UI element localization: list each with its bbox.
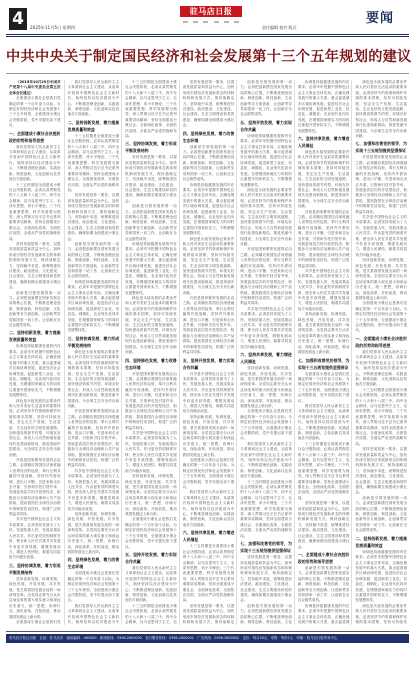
section-title: 要闻 [365, 11, 394, 26]
section-heading: 四、坚持绿色发展，着力改善生态环境 [125, 357, 177, 370]
body-paragraph: 创新是引领发展的第一动力。必须把创新摆在国家发展全局的核心位置，不断推进理论创新、制度创新、科技创新、文化创新等各方面创新，让创新贯穿党和国家一切工作，让创新在全社会蔚然成风。 [67, 241, 120, 279]
body-paragraph: 十三五时期是全面建成小康社会决胜阶段，必须认真贯彻党的十八大和十八届三中、四中全会精神，以马克思列宁主义、毛泽东思想、邓小平理论、三个代表重要思想、科学发展观为指导，深入贯彻习近平总书记系列重要讲话精神，坚持全面建成小康社会、全面深化改革、全面依法治国、全面从严治党的战略布局。 [297, 441, 350, 500]
body-paragraph: 我们党领导人民从新民主主义革命到社会主义建设，从改革开放到中国特色社会主义新时代，始终坚持以经济建设为中心，不断推进理论创新、实践创新、制度创新、文化创新以及其他各方面创新。 [9, 144, 61, 182]
section-heading: 四、坚持绿色发展，着力改善生态环境 [182, 130, 235, 143]
body-paragraph: 绿色是永续发展的必要条件和人民对美好生活追求的重要体现。必须坚持节约资源和保护环境的基本国策，坚持可持续发展，坚定走生产发展、生活富裕、生态良好的文明发展道路，加快建设资源节约型、环境友好型社会，形成人与自然和谐发展现代化建设新格局，推进美丽中国建设，为全球生态安全作出新贡献。 [67, 349, 120, 408]
page-footer: 驻马店日报社出版 社址：驻马店市 邮政编码：463000 新闻热线：0396-2600000 发行服务热线：0396-2600001 广告热线：0396-2600002 定价：每月30元 零售：每份1元 印刷：驻马店日报印务中心 [6, 634, 409, 643]
body-paragraph: 坚持创新发展、协调发展、绿色发展、开放发展、共享发展，是关系我国发展全局的一场深刻变革。全党同志要充分认识这场变革的重大现实意义和深远历史意义，统一思想，协调行动，深化改革，开拓前进，推动我国发展迈上新台阶。 [355, 258, 407, 301]
body-paragraph: 共享是中国特色社会主义的本质要求。必须坚持发展为了人民、发展依靠人民、发展成果由人民共享，作出更有效的制度安排，使全体人民在共建共享发展中有更多获得感，增强发展动力，增进人民团结，朝着共同富裕方向稳步前进。 [182, 371, 235, 414]
column-text [298, 80, 350, 625]
body-paragraph: 创新是引领发展的第一动力。必须把创新摆在国家发展全局的核心位置，不断推进理论创新、制度创新、科技创新、文化创新等各方面创新，让创新贯穿党和国家一切工作，让创新在全社会蔚然成风。 [297, 565, 350, 603]
body-paragraph: 坚持发展是第一要务，以提高发展质量和效益为中心，加快形成引领经济发展新常态的体制机制和发展方式，保持战略定力，坚持稳中求进，统筹推进经济建设、政治建设、文化建设、社会建设、生态文明建设和党的建设，确保如期全面建成小康社会。 [297, 501, 350, 549]
section-heading: 五、坚持开放发展，着力实现合作共赢 [125, 551, 177, 564]
column-text [355, 80, 407, 625]
column-text [183, 80, 235, 625]
header-divider [6, 34, 409, 35]
body-paragraph: 我们党领导人民从新民主主义革命到社会主义建设，从改革开放到中国特色社会主义新时代，始终坚持以经济建设为中心，不断推进理论创新、实践创新、制度创新、文化创新以及其他各方面创新。 [125, 565, 177, 603]
body-paragraph: 十三五时期是全面建成小康社会决胜阶段，必须认真贯彻党的十八大和十八届三中、四中全会精神，以马克思列宁主义、毛 [125, 603, 177, 624]
body-paragraph: 创新是引领发展的第一动力。必须把创新摆在国家发展全局的核心位置，不断推进理论创新、制度创新、科技创新、文化创新等各方面创新，让创新贯穿党和国家一切工作，让创新在全社会蔚然成风。 [182, 144, 235, 182]
body-paragraph: 全面建成小康社会是我们党确定的第一个百年奋斗目标。为制定好国民经济和社会发展第十三个五年规划，全面建成小康社会决胜阶段，党中央提出如下建议。 [125, 517, 177, 549]
page-number: 4 [9, 8, 27, 30]
section-heading: 二、坚持创新发展，着力提高发展质量和效益 [67, 119, 120, 132]
text-column [294, 80, 353, 625]
section-heading: 七、加强和改善党的领导，为实现十三五规划提供坚强保证 [355, 141, 407, 154]
section-heading: 六、坚持共享发展，着力增进人民福祉 [240, 352, 292, 365]
text-column [351, 80, 410, 625]
body-paragraph: 全面建成小康社会是我们党确定的第一个百年奋斗目标。为制定好国民经济和社会发展第十三个五年规划，全面建成小康社会决胜阶段，党中央提出如下建议。 [240, 409, 292, 441]
body-paragraph: 协调是持续健康发展的内在要求。必须牢牢把握中国特色社会主义事业总体布局，正确处理发展中的重大关系，重点促进城乡区域协调发展，促进经济社会协调发展，促进新型工业化、信息化、城镇化、农业现代化同步发展，在增强国家硬实力的同时注重提升国家软实力，不断增强发展整体性。 [297, 80, 350, 133]
body-paragraph: 坚持发展是第一要务，以提高发展质量和效益为中心，加快形成引领经济发展新常态的体制机制和发展方式，保持战略定 [182, 603, 235, 624]
body-paragraph: 坚持创新发展、协调发展、绿色发展、开放发展、共享发展，是关系我国发展全局的一场深刻变革。全党同志要充分认识这场变革的重大现实意义和深远历史意义，统一思想，协调行动，深化改革，开拓前进，推动我国发展迈上新台阶。 [240, 366, 292, 408]
body-paragraph: 坚持创新发展、协调发展、绿色发展、开放发展、共享发展，是关系我国发展全局的一场深刻变革。全党同志要充分认识这场变革的重大现实意义和深远历史意义，统一思想，协调行动，深化改革，开拓前进，推动我国发展迈上新台阶。 [67, 512, 120, 554]
column-text [125, 80, 177, 625]
body-paragraph: 坚持发展是第一要务，以提高发展质量和效益为中心，加快形成引领经济发展新常态的体制机制和发展方式，保持战略定力，坚持稳中求进，统筹推进经济建设、政治建设、文化建设、社会建设、生态文明建设和党的建设，确保如期全面建成小康社会。 [355, 447, 407, 495]
body-paragraph: 十三五时期是全面建成小康社会决胜阶段，必须认真贯彻党的十八大和十八届三中、四中全会精神，以马克思列宁主义、毛泽东思想、邓小平理论、三个代表重要思想、科学发展观为指导，深入贯彻习近平总书记系列重要讲话精神，坚持全面建成小康社会、全面深化改革、全面依法治国、全面从严治党的战略布局。 [9, 182, 61, 241]
body-paragraph: 我们党领导人民从新民主主义革命到社会主义建设，从改革开放到中国特色社会主义新时代，始终坚持以经济建设为中心，不断推进理论创新、实践创新、制度创新、文化创新以及其他各方面创新。 [240, 441, 292, 479]
section-heading: 二、坚持创新发展，着力提高发展质量和效益 [9, 330, 61, 343]
body-paragraph: 协调是持续健康发展的内在要求。必须牢牢把握中国特色社会主义事业总体布局，正确处理发展中的重大关系，重点促进城乡区域协调发展，促进经济社会协调发展，促进新型工业化、信息化、城镇化、农业现代化同步发展，在增强国家硬实力的同时注重提升国家软实力，不断增强发展整体性。 [355, 549, 407, 603]
body-paragraph: 共享是中国特色社会主义的本质要求。必须坚持发展为了人民、发展依靠人民、发展成果由人民共享，作出更有效的制度安排，使全体人民在共建共享发展中有更多获得感，增强发展动力，增进人民团结，朝着共同富裕方向稳步前进。 [9, 517, 61, 560]
text-column [236, 80, 295, 625]
body-paragraph: 坚持发展是第一要务，以提高发展质量和效益为中心，加快形成引领经济发展新常态的体制机制和发展方式，保持战略定力，坚持稳中求进，统筹推进经济建设、政治建设、文化建设、社会建设、生态文明建设和党的建设，确保如期全面建成小康社会。 [125, 155, 177, 203]
body-paragraph: 坚持创新发展、协调发展、绿色发展、开放发展、共享发展，是关系我国发展全局的一场深刻变革。全党同志要充分认识这场变革的重大现实意义和深远历史意义，统一思想，协调行动，深化改革，开拓前进，推动我国发展迈上新台阶。 [182, 414, 235, 457]
page-header [0, 0, 415, 50]
body-paragraph: 协调是持续健康发展的内在要求。必须牢牢把握中国特色社会主义事业总体布局，正确处理发展中的重大关系，重点促进城乡区域协调发展，促进经济社会协调发展，促进新型工业化、信息化、城镇化、农业现代化同步发展，在增强国家硬实力的同时注重提升国家软实力，不断增强发展整体性。 [9, 344, 61, 398]
section-heading: 六、坚持共享发展，着力增进人民福祉 [297, 136, 350, 149]
section-heading: 一、全面建成小康社会决胜阶段的形势和指导思想 [355, 335, 407, 348]
body-paragraph: 我们党领导人民从新民主主义革命到社会主义建设，从改革开放到中国特色社会主义新时代，始终坚持以经济建设为中 [67, 603, 120, 624]
body-paragraph: 开放是国家繁荣发展的必由之路。必须顺应我国经济深度融入世界经济的趋势，奉行互利共赢的开放战略，坚持内外需协调、进出口平衡、引进来和走出去并重、引资和引技引智并举，发展更高层次的开放型经济，积极参与全球经济治理和公共产品供给，提高我国在全球经济治理中的制度性话语权，构建广泛的利益共同体。 [240, 247, 292, 306]
body-paragraph: 我们党领导人民从新民主主义革命到社会主义建设，从改革开放到中国特色社会主义新时代，始终坚持以经济建设为中心，不断推进理论创新、实践创新、制度创新、文化创新以及其他各方面创新。 [67, 80, 120, 117]
body-paragraph: 坚持发展是第一要务，以提高发展质量和效益为中心，加快形成引领经济发展新常态的体制机制和发展方式，保持战略定力，坚持稳中求进，统筹推进经济建设、政治建设、文化建设、社会建设、生态文明建设和党的建设，确保如期全面建成小康社会。 [240, 555, 292, 603]
article-body [6, 80, 409, 625]
body-paragraph: 全面建成小康社会是我们党确定的第一个百年奋斗目标。为制定好国民经济和社会发展第十三个五年规划，全面建成小康社会决胜阶段，党中央提出如下建议。 [355, 301, 407, 333]
section-heading: 五、坚持开放发展，着力实现合作共赢 [182, 357, 235, 370]
body-paragraph: 全面建成小康社会是我们党确定的第一个百年奋斗目标。为制定好国民经济和社会发展第十三个五年规划，全面建成小康社会决胜阶段，党中央提出如下建议。 [9, 96, 61, 128]
body-paragraph: 协调是持续健康发展的内在要求。必须牢牢把握中国特色社会主义事业总体布局，正确处理发展中的重大关系，重点促进城乡区域协调发展，促进经济社会协调发展，促进新型工业化、信息化、城镇化、农业现代化同步发展，在增强国家硬实力的同时注重提升国家软实力，不断增强发展整体性。 [182, 182, 235, 236]
body-paragraph: 绿色是永续发展的必要条件和人民对美好生活追求的重要体现。必须坚持节约资源和保护环境的基本国策，坚持可持续发展，坚定走生产发展、生活富裕、生态良好的文明发展道路，加快建设资源节约型、环境友好型社会，形成人与自然和谐发展现代化建设新格局，推进美丽中国建设，为全球生态安全作出新贡献。 [297, 150, 350, 209]
masthead-decoration [183, 19, 239, 25]
article-headline: 中共中央关于制定国民经济和社会发展第十三个五年规划的建议 [6, 49, 412, 65]
header-divider-thin [6, 36, 409, 37]
body-paragraph: 十三五时期是全面建成小康社会决胜阶段，必须认真贯彻党的十八大和十八届三中、四中全会精神，以马克思列宁主义、毛泽东思想、邓小平理论、三个代表重要思想、科学发展观为指导，深入贯彻习近平总书记系列重要讲话精神，坚持全面建成小康社会、全面深化改革、全面依法治国、全面从严治党的战略布局。 [67, 133, 120, 192]
section-heading: 五、坚持开放发展，着力实现合作共赢 [240, 119, 292, 132]
section-heading: 三、坚持协调发展，着力形成平衡发展结构 [125, 141, 177, 154]
body-paragraph: 坚持创新发展、协调发展、绿色发展、开放发展、共享发展，是关系我国发展全局的一场深刻变革。全党同志要充分认识这场变革的重大现实意义和深远历史意义，统一思想，协调行动，深化改革，开拓前进，推动我国发展迈上新台阶。 [297, 312, 350, 355]
text-column [6, 80, 64, 625]
column-text [240, 80, 292, 625]
text-column [64, 80, 123, 625]
footer-divider [6, 631, 409, 632]
body-paragraph: 我们党领导人民从新民主主义革命到社会主义建设，从改革开放到中国特色社会主义新时代，始终坚持以经济建设为中心，不断推进理论创新、实践创新、制度创新、文化创新以及其他各方面创新。 [355, 349, 407, 387]
body-paragraph: 创新是引领发展的第一动力。必须把创新摆在国家发展全局的核心位置，不断推进理论创新、制度创新、科技创新、文化创新等各方面创新，让创新贯穿党和国家一切工作，让创新在全社会蔚然成风。 [9, 290, 61, 328]
body-paragraph: 绿色是永续发展的必要条件和人民对美好生活追求的重要体现。必须坚持节约资源和保护环境的基本国策，坚持可持续发展，坚定走生产发展、生活富裕、生态良好的文明发展道路，加快建设资源节约型、环境友好型社会，形成人与自然和谐发展现代化建设新格局，推进美丽中国建设，为全球生态安全作出新贡献。 [240, 187, 292, 246]
section-heading: 一、全面建成小康社会决胜阶段的形势和指导思想 [9, 130, 61, 143]
body-paragraph: 协调是持续健康发展的内在要求。必须牢牢把握中国特色社会主义事业总体布局，正确处理发展中的重大关系，重点促进城乡区域协调发展，促进经济社会协调发展，促进新型工业化、信息化、城镇化、农业现代化同步发展，在增强国家硬实力的同时注重提升国家软实力，不断增强发展整体性。 [125, 241, 177, 295]
body-paragraph: 十三五时期是全面建成小康社会决胜阶段，必须认真贯彻党的十八大和十八届三中、四中全会精神，以马克思列宁主义、毛泽东思想、邓小平理论、三个代表重要思想、科学发展观为指导，深入贯彻习近平总书记系列重要讲话精神，坚持全面建成小康社会、全面深化改革、全面依法治国、全面从严治党的战略布局。 [355, 387, 407, 446]
body-paragraph: 绿色是永续发展的必要条件和人民对美好生活追求的重要体现。必须坚持节约资源和保护环境的基本国策，坚持可持续发展，坚定走生产发展、生活富裕、生态良好的文明发展道路，加快建设资源节约型、环境友好型社会，形成人与自然和谐发展现代化建设新格局，推进美丽中国建设，为全球生态安全作出新贡献。 [182, 236, 235, 295]
column-text [68, 80, 120, 625]
body-paragraph: 共享是中国特色社会主义的本质要求。必须坚持发展为了人民、发展依靠人民、发展成果由人民共享，作出更有效的制度安排，使全体人民在共建共享发展中有更多获得感，增强发展动力，增进人民团结，朝着共同富裕方向稳步前进。 [67, 468, 120, 511]
body-paragraph: 协调是持续健康发展的内在要求。必须牢牢把握中国特色社会主义事业总体布局，正确处理发展中的重大关系，重点促进城乡区域协调发展，促进经济社会协调发展，促进新型工业化、信息化、城镇化、农业现代化同步发展，在增强国家硬实力的同时注重提升国家软实力，不断增强发展整体性。 [67, 279, 120, 333]
article-intro: （2015年10月29日中国共产党第十八届中央委员会第五次全体会议通过） [9, 80, 61, 95]
section-heading: 二、坚持创新发展，着力提高发展质量和效益 [355, 535, 407, 548]
body-paragraph: 坚持创新发展、协调发展、绿色发展、开放发展、共享发展，是关系我国发展全局的一场深刻变革。全党同志要充分认识这场变革的重大现实意义和深远历史意义，统一思想，协调行动，深化改革，开拓前进，推动我国发展迈上新台阶。 [9, 576, 61, 619]
body-paragraph: 坚持创新发展、协调发展、绿色发展、开放发展、共享发展，是关系我国发展全局的一场深刻变革。全党同志要充分认识这场变革的重大现实意义和深远历史意义，统一思想，协调行动，深化改革，开拓前进，推动我国发展迈上新台阶。 [125, 474, 177, 517]
body-paragraph: 坚持发展是第一要务，以提高发展质量和效益为中心，加快形成引领经济发展新常态的体制机制和发展方式，保持战略定力，坚持稳中求进，统筹推进经济建设、政治建设、文化建设、社会建设、生态文明建设和党的建设，确保如期全面建成小康社会。 [182, 80, 235, 128]
body-paragraph: 全面建成小康社会是我们党确定的第一个百年奋斗目标。为制定好国民经济和社会发展第十三个五年规划，全面建成小康社会决胜阶段，党中央提出如下建议。 [182, 458, 235, 490]
body-paragraph: 坚持发展是第一要务，以提高发展质量和效益为中心，加快形成引领经济发展新常态的体制机制和发展方式，保持战略定力，坚持稳中求进，统筹推进经济建设、政治建设、文化建设、社会建设、生态文明建设和党的建设，确保如期全面建成小康社会。 [67, 193, 120, 241]
body-paragraph: 共享是中国特色社会主义的本质要求。必须坚持发展为了人民、发展依靠人民、发展成果由人民共享，作出更有效的制度安排，使全体人民在共建共享发展中有更多获得感，增强发展动力，增进人民团结，朝着共同富裕方向稳步前进。 [125, 430, 177, 473]
body-paragraph: 创新是引领发展的第一动力。必须把创新摆在国家发展全局的核心位置，不断推进理论创新、制度创新、科技创新、文化创新等各方面创新，让创新贯穿党和国家一切工作，让创新在全社会蔚然成风。 [125, 204, 177, 241]
body-paragraph: 创新是引领发展的第一动力。必须把创新摆在国家发展全局的核心位置，不断推进理论创新、制度创新、科技创新、文化 [240, 603, 292, 624]
section-heading: 七、加强和改善党的领导，为实现十三五规划提供坚强保证 [240, 541, 292, 554]
body-paragraph: 协调是持续健康发展的内在要求。必须牢牢把握中国特色社会主义事业总体布局，正确处理发展中的重大关系，重点促进城 [297, 603, 350, 624]
body-paragraph: 创新是引领发展的第一动力。必须把创新摆在国家发展全局的核心位置，不断推进理论创新、制度创新、科技创新、文化创新等各方面创新，让创新贯穿党和国家一切工作，让创新在全社会蔚然成风。 [355, 495, 407, 533]
body-paragraph: 坚持发展是第一要务，以提高发展质量和效益为中心，加快形成引领经济发展新常态的体制机制和发展方式，保持战略定力，坚持稳中求进，统筹推进经济建设、政治建设、文化建设、社会建设、生态文明建设和党的建设，确保如期全面建成小康社会。 [9, 241, 61, 290]
column-text [9, 80, 61, 625]
section-heading: 六、坚持共享发展，着力增进人民福祉 [182, 530, 235, 543]
body-paragraph: 绿色是永续发展的必要条件和人民对美好生活追求的重要体现。必须坚持节约资源和保护环境的基本国策，坚持可持续发展，坚定走生产发展、生活富裕、生态良好的文明发展道路，加快建设资源节约型、环境友好型社会，形成人与自然和谐发展现代化建设新格局，推进美丽中国建设，为全球生态安全作出新贡献。 [9, 398, 61, 457]
body-paragraph: 我们党领导人民从新民主主义革命到社会主义建设，从改革开放到中国特色社会主义新时代，始终坚持以经济建设为中心，不断推进理论创新、实践创新、制度创新、文化创新以及其他各方面创新。 [182, 490, 235, 527]
body-paragraph: 绿色是永续发展的必要条件和人民对美好生活追求的重要体现。必须坚持节约资源和保护环境的基本国策，坚持可持续发 [355, 603, 407, 624]
body-paragraph: 全面建成小康社会是我们党 [16, 619, 61, 624]
body-paragraph: 我们党领导人民从新民主主义革命到社会主义建设，从改革开放到中国特色社会主义新时代，始终坚持以经济建设为中心，不断推进理论创新、实践创新、制度创新、文化创新以及其他各方面创新。 [297, 403, 350, 441]
section-heading: 三、坚持协调发展，着力形成平衡发展结构 [67, 335, 120, 348]
body-paragraph: 共享是中国特色社会主义的本质要求。必须坚持发展为了人民、发展依靠人民、发展成果由人民共享，作出更有效的制度安排，使全体人民在共建共享发展中有更多获得感，增强发展动力，增进人民团结，朝着共同富裕方向稳步前进。 [355, 214, 407, 257]
body-paragraph: 十三五时期是全面建成小康社会决胜阶段，必须认真贯彻党的十八大和十八届三中、四中全会精神，以马克思列宁主义、毛泽东思想、邓小平理论、三个代表重要思想、科学发展观为指导，深入贯彻习近平总书记系列重要讲话精神，坚持全面建成小康社会、全面深化改革、全面依法治国、全面从严治党的战略布局。 [240, 479, 292, 538]
body-paragraph: 开放是国家繁荣发展的必由之路。必须顺应我国经济深度融入世界经济的趋势，奉行互利共赢的开放战略，坚持内外需协调、进出口平衡、引进来和走出去并重、引资和引技引智并举，发展更高层次的开放型经济，积极参与全球经济治理和公共产品供给，提高我国在全球经济治理中的制度性话语权，构建广泛的利益共同体。 [297, 209, 350, 268]
body-paragraph: 十三五时期是全面建成小康社会决胜阶段，必须认真贯彻党的十八大和十八届三中、四中全会精神，以马克思列宁主义、毛泽东思想、邓小平理论、三个代表重要思想、科学发展观为指导，深入贯彻习近平总书记系列重要讲话精神，坚持全面建成小康社会、全面深化改革、全面依法治国、全面从严治党的战略布局。 [125, 80, 177, 139]
body-paragraph: 协调是持续健康发展的内在要求。必须牢牢把握中国特色社会主义事业总体布局，正确处理发展中的重大关系，重点促进城乡区域协调发展，促进经济社会协调发展，促进新型工业化、信息化、城镇化、农业现代化同步发展，在增强国家硬实力的同时注重提升国家软实力，不断增强发展整体性。 [240, 133, 292, 187]
body-paragraph: 绿色是永续发展的必要条件和人民对美好生活追求的重要体现。必须坚持节约资源和保护环境的基本国策，坚持可持续发展，坚定走生产发展、生活富裕、生态良好的文明发展道路，加快建设资源节约型、环境友好型社会，形成人与自然和谐发展现代化建设新格局，推进美丽中国建设，为全球生态安全作出新贡献。 [125, 296, 177, 355]
body-paragraph: 共享是中国特色社会主义的本质要求。必须坚持发展为了人民、发展依靠人民、发展成果由人民共享，作出更有效的制度安排，使全体人民在共建共享发展中有更多获得感，增强发展动力，增进人民团结，朝着共同富裕方向稳步前进。 [240, 306, 292, 349]
section-heading: 一、全面建成小康社会决胜阶段的形势和指导思想 [297, 551, 350, 564]
body-paragraph: 十三五时期是全面建成小康社会决胜阶段，必须认真贯彻党的十八大和十八届三中、四中全会精神，以马克思列宁主义、毛泽东思想、邓小平理论、三个代表重要思想、科学发展观为指导，深入贯彻习近平总书记系列重要讲话精神，坚持全面建成小康社会、全面深化改革、全面依法治国、全面从严治党的战略布局。 [182, 544, 235, 603]
section-heading: 四、坚持绿色发展，着力改善生态环境 [67, 557, 120, 570]
editor-credits: 责任编辑 校对 版式 [262, 25, 297, 30]
body-paragraph: 全面建成小康社会是我们党确定的第一个百年奋斗目标。为制定好国民经济和社会发展第十三个五年规划，全面建成小康社会决胜阶段，党中央提出如下建议。 [297, 371, 350, 403]
headline-divider [6, 73, 409, 74]
section-heading: 七、加强和改善党的领导，为实现十三五规划提供坚强保证 [297, 357, 350, 370]
body-paragraph: 共享是中国特色社会主义的本质要求。必须坚持发展为了人民、发展依靠人民、发展成果由人民共享，作出更有效的制度安排，使全体人民在共建共享发展中有更多获得感，增强发展动力，增进人民团结，朝着共同富裕方向稳步前进。 [297, 269, 350, 311]
body-paragraph: 开放是国家繁荣发展的必由之路。必须顺应我国经济深度融入世界经济的趋势，奉行互利共赢的开放战略，坚持内外需协调、进出口平衡、引进来和走出去并重、引资和引技引智并举，发展更高层次的开放型经济，积极参与全球经济治理和公共产品供给，提高我国在全球经济治理中的制度性话语权，构建广泛的利益共同体。 [67, 409, 120, 468]
issue-date: 2025年11月5日 星期四 [30, 25, 76, 30]
body-paragraph: 绿色是永续发展的必要条件和人民对美好生活追求的重要体现。必须坚持节约资源和保护环境的基本国策，坚持可持续发展，坚定走生产发展、生活富裕、生态良好的文明发展道路，加快建设资源节约型、环境友好型社会，形成人与自然和谐发展现代化建设新格局，推进美丽中国建设，为全球生态安全作出新贡献。 [355, 80, 407, 139]
body-paragraph: 创新是引领发展的第一动力。必须把创新摆在国家发展全局的核心位置，不断推进理论创新、制度创新、科技创新、文化创新等各方面创新，让创新贯穿党和国家一切工作，让创新在全社会蔚然成风。 [240, 80, 292, 117]
masthead-logo: 驻马店日报 [180, 6, 242, 17]
body-paragraph: 开放是国家繁荣发展的必由之路。必须顺应我国经济深度融入世界经济的趋势，奉行互利共赢的开放战略，坚持内外需协调、进出口平衡、引进来和走出去并重、引资和引技引智并举，发展更高层次的开放型经济，积极参与全球经济治理和公共产品供给，提高我国在全球经济治理中的制度性话语权，构建广泛的利益共同体。 [125, 371, 177, 430]
body-paragraph: 开放是国家繁荣发展的必由之路。必须顺应我国经济深度融入世界经济的趋势，奉行互利共赢的开放战略，坚持内外需协调、进出口平衡、引进来和走出去并重、引资和引技引智并举，发展更高层次的开放型经济，积极参与全球经济治理和公共产品供给，提高我国在全球经济治理中的制度性话语权，构建广泛的利益共同体。 [182, 296, 235, 355]
text-column [179, 80, 238, 625]
body-paragraph: 全面建成小康社会是我们党确定的第一个百年奋斗目标。为制定好国民经济和社会发展第十三个五年规划，全面建成小康社会决胜阶段，党中央提出如下建议。 [67, 571, 120, 603]
body-paragraph: 开放是国家繁荣发展的必由之路。必须顺应我国经济深度融入世界经济的趋势，奉行互利共赢的开放战略，坚持内外需协调、进出口平衡、引进来和走出去并重、引资和引技引智并举，发展更高层次的开放型经济，积极参与全球经济治理和公共产品供给，提高我国在全球经济治理中的制度性话语权，构建广泛的利益共同体。 [9, 458, 61, 517]
section-heading: 三、坚持协调发展，着力形成平衡发展结构 [9, 562, 61, 575]
text-column [121, 80, 180, 625]
body-paragraph: 开放是国家繁荣发展的必由之路。必须顺应我国经济深度融入世界经济的趋势，奉行互利共赢的开放战略，坚持内外需协调、进出口平衡、引进来和走出去并重、引资和引技引智并举，发展更高层次的开放型经济，积极参与全球经济治理和公共产品供给，提高我国在全球经济治理中的制度性话语权，构建广泛的利益共同体。 [355, 155, 407, 214]
